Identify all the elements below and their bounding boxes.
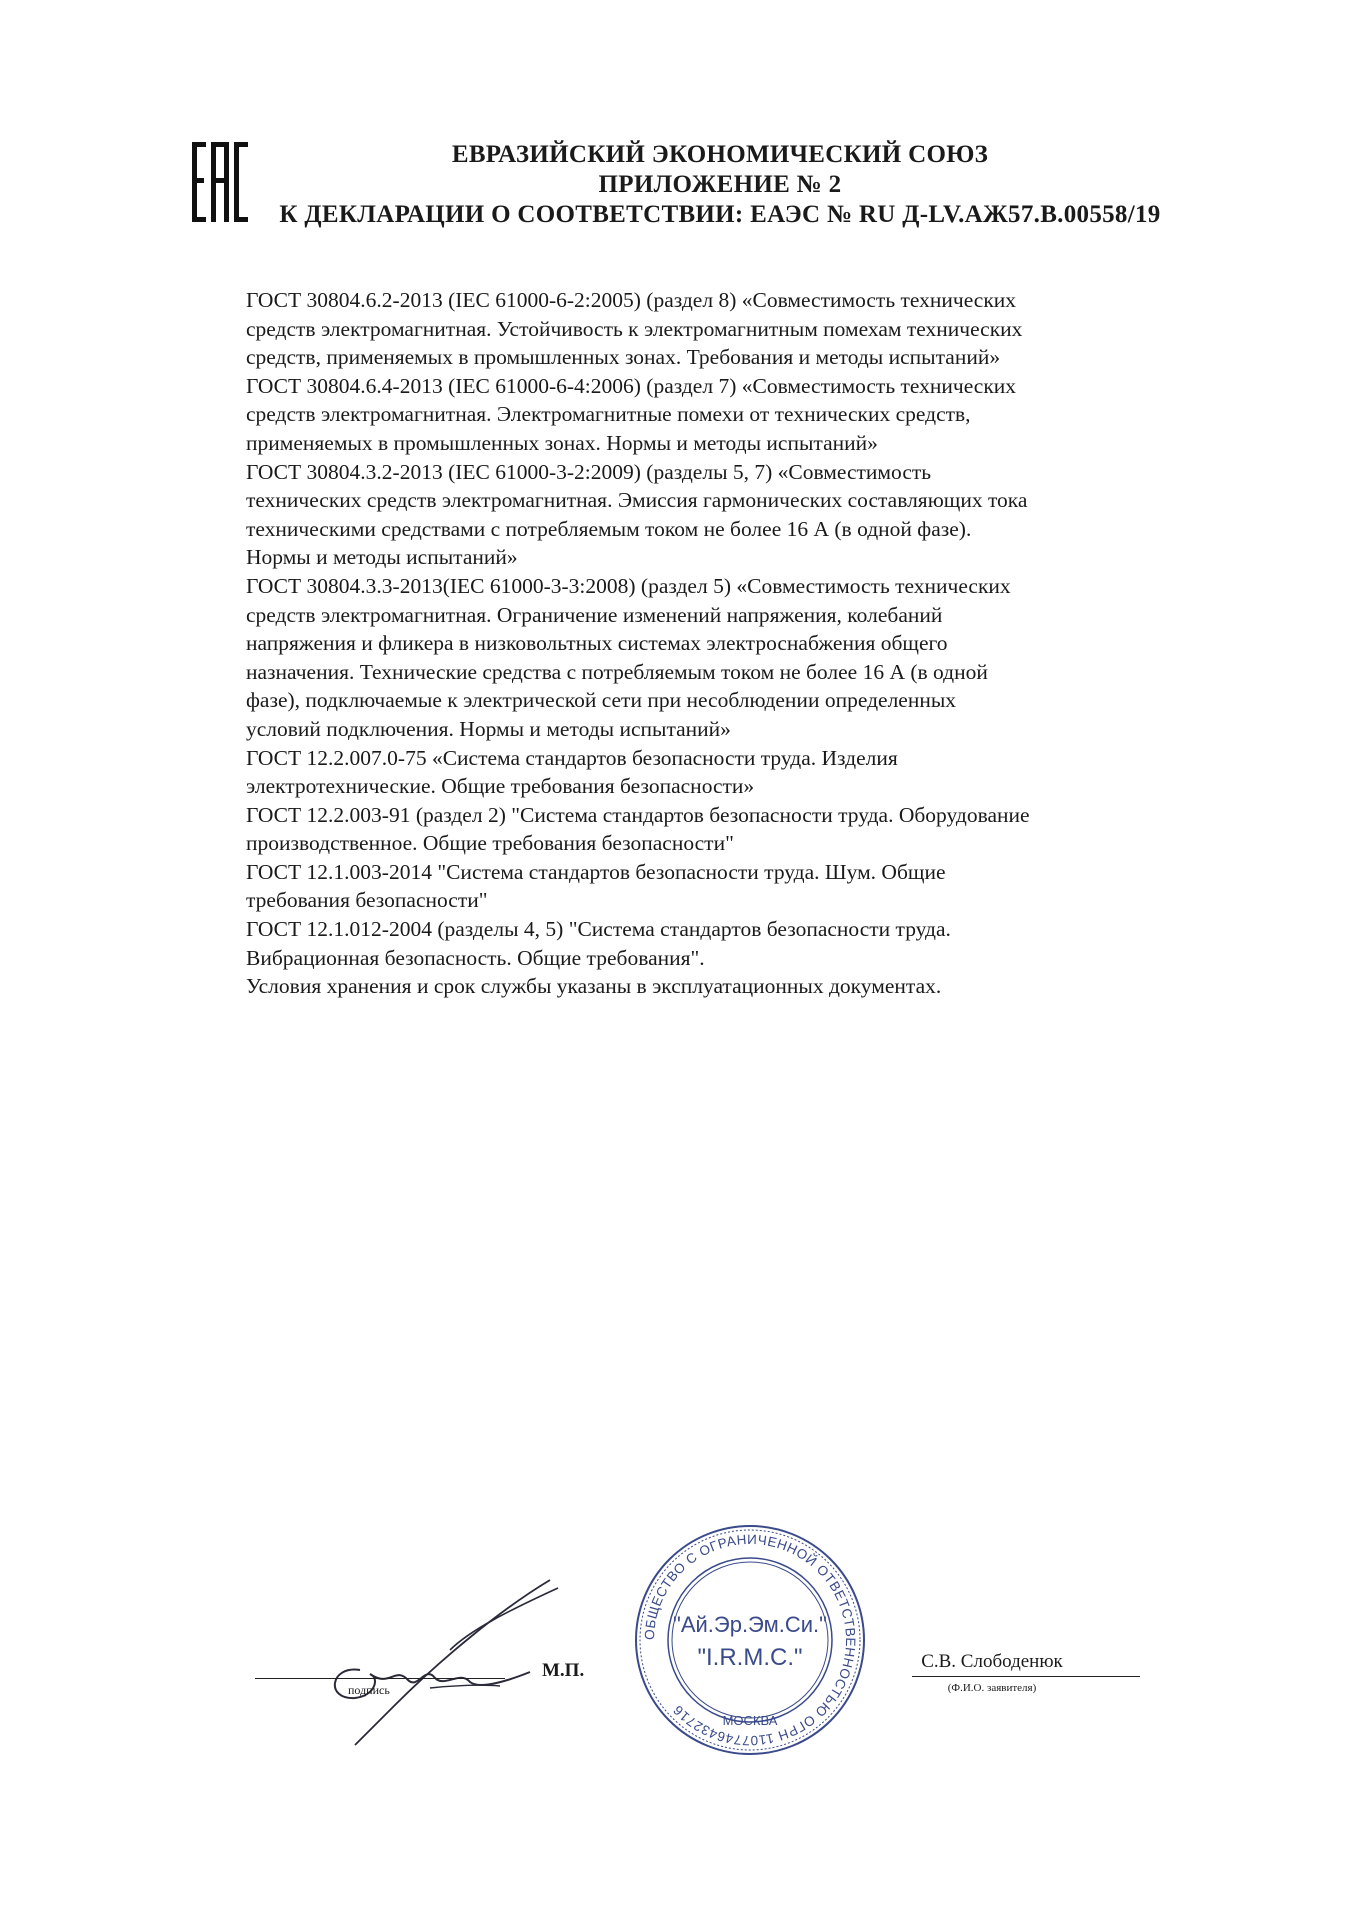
body-line: ГОСТ 12.2.003-91 (раздел 2) "Система стандартов безопасности труда. Оборудование <box>246 802 1030 827</box>
body-line: ГОСТ 12.2.007.0-75 «Система стандартов безопасности труда. Изделия <box>246 745 898 770</box>
body-line: назначения. Технические средства с потребляемым током не более 16 А (в одной <box>246 659 988 684</box>
body-line: средств, применяемых в промышленных зонах. Требования и методы испытаний» <box>246 345 1001 370</box>
header-appendix-title: ПРИЛОЖЕНИЕ № 2 <box>598 171 842 198</box>
seal-place-label: М.П. <box>542 1660 585 1681</box>
body-line: средств электромагнитная. Ограничение изменений напряжения, колебаний <box>246 602 943 627</box>
standards-list <box>246 286 1246 1001</box>
stamp-outer-text: ОБЩЕСТВО С ОГРАНИЧЕННОЙ ОТВЕТСТВЕННОСТЬЮ ОГРН 1107746432716 <box>641 1531 859 1749</box>
signature-caption: подпись <box>348 1683 390 1697</box>
stamp-city: МОСКВА <box>722 1713 778 1728</box>
body-line: средств электромагнитная. Устойчивость к электромагнитным помехам технических <box>246 316 1023 341</box>
stamp-center-top: "Ай.Эр.Эм.Си." <box>673 1612 827 1637</box>
applicant-name: С.В. Слободенюк <box>921 1651 1063 1672</box>
body-line: применяемых в промышленных зонах. Нормы и методы испытаний» <box>246 430 878 455</box>
company-stamp-seal <box>630 1520 870 1760</box>
body-line: производственное. Общие требования безопасности" <box>246 831 734 856</box>
body-line: Вибрационная безопасность. Общие требования". <box>246 945 705 970</box>
signature-line <box>255 1678 505 1679</box>
body-line: ГОСТ 30804.3.3-2013(IEC 61000-3-3:2008) (раздел 5) «Совместимость технических <box>246 573 1011 598</box>
header-declaration-number: К ДЕКЛАРАЦИИ О СООТВЕТСТВИИ: ЕАЭС № RU Д-LV.АЖ57.В.00558/19 <box>279 201 1161 228</box>
body-line: ГОСТ 12.1.003-2014 "Система стандартов безопасности труда. Шум. Общие <box>246 859 946 884</box>
body-line: ГОСТ 30804.6.4-2013 (IEC 61000-6-4:2006) (раздел 7) «Совместимость технических <box>246 373 1017 398</box>
body-line: фазе), подключаемые к электрической сети при несоблюдении определенных <box>246 688 957 713</box>
body-line: напряжения и фликера в низковольтных системах электроснабжения общего <box>246 631 948 656</box>
body-line: требования безопасности" <box>246 888 488 913</box>
body-line: Нормы и методы испытаний» <box>246 545 518 570</box>
body-line: ГОСТ 30804.6.2-2013 (IEC 61000-6-2:2005) (раздел 8) «Совместимость технических <box>246 288 1017 312</box>
body-line: ГОСТ 12.1.012-2004 (разделы 4, 5) "Система стандартов безопасности труда. <box>246 917 951 942</box>
handwritten-signature <box>300 1570 580 1750</box>
body-line: технических средств электромагнитная. Эмиссия гармонических составляющих тока <box>246 488 1028 513</box>
header-union-title: ЕВРАЗИЙСКИЙ ЭКОНОМИЧЕСКИЙ СОЮЗ <box>451 141 989 168</box>
body-line: техническими средствами с потребляемым током не более 16 А (в одной фазе). <box>246 516 972 541</box>
body-line: электротехнические. Общие требования безопасности» <box>246 774 755 799</box>
applicant-name-caption: (Ф.И.О. заявителя) <box>947 1682 1037 1694</box>
body-line: Условия хранения и срок службы указаны в эксплуатационных документах. <box>246 974 942 999</box>
body-line: средств электромагнитная. Электромагнитные помехи от технических средств, <box>246 402 971 427</box>
document-header <box>270 140 1170 230</box>
stamp-center-bottom: "I.R.M.C." <box>697 1644 803 1671</box>
eac-logo-icon <box>190 140 250 224</box>
name-line <box>912 1676 1140 1677</box>
body-line: ГОСТ 30804.3.2-2013 (IEC 61000-3-2:2009) (разделы 5, 7) «Совместимость <box>246 459 932 484</box>
body-line: условий подключения. Нормы и методы испытаний» <box>246 716 731 741</box>
